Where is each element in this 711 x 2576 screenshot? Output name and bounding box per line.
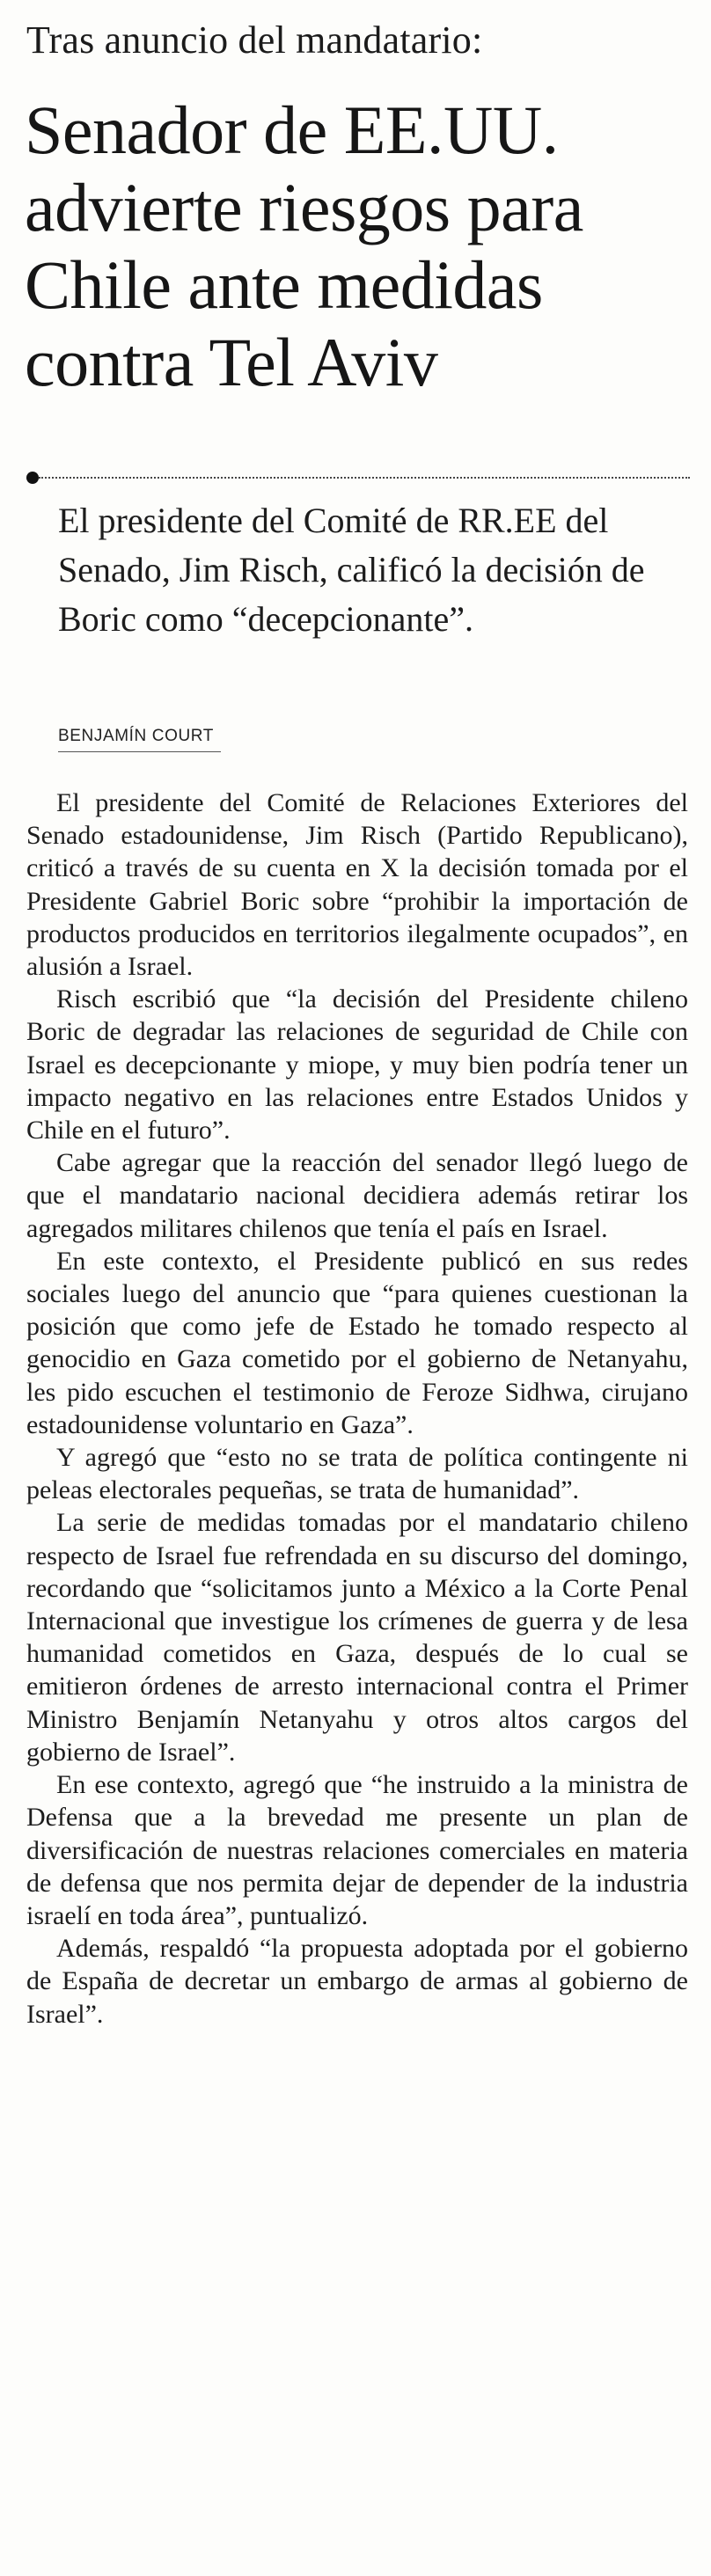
dotted-divider	[39, 477, 690, 479]
bullet-dot-icon	[26, 472, 39, 484]
article-paragraph: Risch escribió que “la decisión del Presidente chileno Boric de degradar las relaciones de seguridad de Chile con Israel es decepcionante y miope, y muy bien podría tener un impacto negativo en las relaciones entre Estados Unidos y Chile en el futuro”.	[26, 984, 688, 1145]
article-paragraph: En ese contexto, agregó que “he instruido a la ministra de Defensa que a la brevedad me presente un plan de diversificación de nuestras relaciones comerciales en materia de defensa que nos permita dejar de depender de la industria israelí en toda área”, puntualizó.	[26, 1770, 688, 1930]
article-paragraph: Y agregó que “esto no se trata de política contingente ni peleas electorales pequeñas, se trata de humanidad”.	[26, 1443, 688, 1505]
article-paragraph: El presidente del Comité de Relaciones Exteriores del Senado estadounidense, Jim Risch (Partido Republicano), criticó a través de su cuenta en X la decisión tomada por el Presidente Gabriel Boric sobre “prohibir la importación de productos producidos en territorios ilegalmente ocupados”, en alusión a Israel.	[26, 788, 688, 982]
article-paragraph: Cabe agregar que la reacción del senador llegó luego de que el mandatario nacional decidiera además retirar los agregados militares chilenos que tenía el país en Israel.	[26, 1148, 688, 1243]
article-kicker: Tras anuncio del mandatario:	[26, 18, 483, 62]
article-paragraph: En este contexto, el Presidente publicó en sus redes sociales luego del anuncio que “para quienes cuestionan la posición que como jefe de Estado he tomado respecto al genocidio en Gaza cometido por el gobierno de Netanyahu, les pido escuchen el testimonio de Feroze Sidhwa, cirujano estadounidense voluntario en Gaza”.	[26, 1246, 688, 1439]
article-byline: BENJAMÍN COURT	[58, 727, 221, 752]
article-headline: Senador de EE.UU. advierte riesgos para Chile ante medidas contra Tel Aviv	[25, 91, 583, 400]
article-paragraph: Además, respaldó “la propuesta adoptada por el gobierno de España de decretar un embargo de armas al gobierno de Israel”.	[26, 1934, 688, 2029]
article-paragraph: La serie de medidas tomadas por el mandatario chileno respecto de Israel fue refrendada en su discurso del domingo, recordando que “solicitamos junto a México a la Corte Penal Internacional que investigue los crímenes de guerra y de lesa humanidad cometidos en Gaza, después de lo cual se emitieron órdenes de arresto internacional contra el Primer Ministro Benjamín Netanyahu y otros altos cargos del gobierno de Israel”.	[26, 1508, 688, 1767]
article-deck: El presidente del Comité de RR.EE del Senado, Jim Risch, calificó la decisión de Boric como “decepcionante”.	[58, 501, 645, 639]
article-body	[26, 787, 688, 2031]
